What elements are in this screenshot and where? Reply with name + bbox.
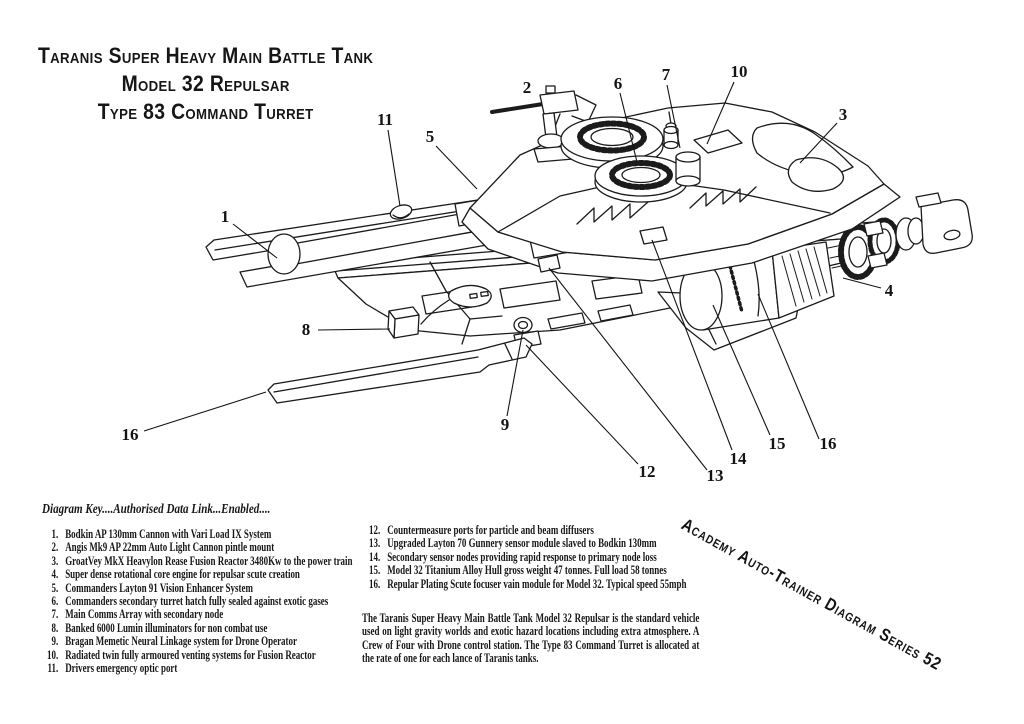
key-item-number: 14. xyxy=(369,549,381,564)
callout-label-6: 6 xyxy=(613,74,623,93)
key-item-text: Drivers emergency optic port xyxy=(65,661,178,676)
callout-label-8: 8 xyxy=(301,320,311,339)
key-item-text: Bragan Memetic Neural Linkage system for Drone Operator xyxy=(65,634,297,649)
callout-label-1: 1 xyxy=(220,207,230,226)
key-item-number: 2. xyxy=(51,540,59,555)
key-item xyxy=(40,595,369,608)
skirt-blade xyxy=(268,338,532,403)
diagram-key-left-column xyxy=(40,528,369,675)
key-item-text: Bodkin AP 130mm Cannon with Vari Load IX System xyxy=(65,527,272,541)
key-item-number: 9. xyxy=(51,634,59,649)
diagram-key-header: Diagram Key....Authorised Data Link...Enabled.... xyxy=(42,501,271,516)
callout-label-9: 9 xyxy=(500,415,510,434)
key-item-number: 13. xyxy=(369,536,381,551)
callout-label-4: 4 xyxy=(884,281,894,300)
callout-label-13: 13 xyxy=(706,466,724,485)
callout-label-11: 11 xyxy=(376,110,394,129)
key-item-text: Upgraded Layton 70 Gunnery sensor module slaved to Bodkin 130mm xyxy=(387,536,657,551)
key-item xyxy=(40,568,369,581)
key-item-text: Angis Mk9 AP 22mm Auto Light Cannon pintle mount xyxy=(65,540,275,555)
key-item-number: 10. xyxy=(47,647,59,662)
title-line-1: Taranis Super Heavy Main Battle Tank xyxy=(37,43,374,68)
key-item-text: Repular Plating Scute focuser vain module for Model 32. Typical speed 55mph xyxy=(387,576,687,591)
vehicle-description: The Taranis Super Heavy Main Battle Tank Model 32 Repulsar is the standard vehicle used on light gravity worlds and exotic hazard locations including extra atmosphere. A Crew of Four with Drone control station. The Type 83 Command Turret is allocated at the rate of one for each lance of Taranis tanks. xyxy=(362,611,700,666)
key-item-text: Banked 6000 Lumin illuminators for non combat use xyxy=(65,620,268,635)
key-item xyxy=(40,649,369,662)
key-item xyxy=(362,537,705,550)
key-item xyxy=(40,622,369,635)
key-item-text: Commanders secondary turret hatch fully sealed against exotic gases xyxy=(65,594,329,609)
key-item-number: 12. xyxy=(369,523,381,537)
key-item-text: GroatVey MkX Heavylon Rease Fusion Reactor 3480Kw to the power train xyxy=(65,553,353,568)
callout-label-3: 3 xyxy=(838,105,848,124)
key-item-text: Radiated twin fully armoured venting systems for Fusion Reactor xyxy=(65,647,316,662)
key-item-text: Countermeasure ports for particle and beam diffusers xyxy=(387,523,594,537)
key-item-number: 16. xyxy=(369,576,381,591)
callout-label-10: 10 xyxy=(730,62,748,81)
key-item xyxy=(40,528,369,541)
key-item-number: 3. xyxy=(51,553,59,568)
key-item-text: Super dense rotational core engine for repulsar scute creation xyxy=(65,567,300,582)
key-item xyxy=(362,578,705,591)
key-item-number: 8. xyxy=(51,620,59,635)
title-line-2: Model 32 Repulsar xyxy=(121,71,290,96)
key-item xyxy=(40,662,369,675)
key-item-text: Main Comms Array with secondary node xyxy=(65,607,224,622)
key-item xyxy=(40,608,369,621)
key-item-text: Model 32 Titanium Alloy Hull gross weight 47 tonnes. Full load 58 tonnes xyxy=(387,563,667,578)
callout-label-16-right: 16 xyxy=(819,434,837,453)
key-item-number: 4. xyxy=(51,567,59,582)
muzzle-collar xyxy=(268,234,300,274)
key-item-number: 7. xyxy=(51,607,59,622)
callout-label-14: 14 xyxy=(729,449,747,468)
key-item-text: Secondary sensor nodes providing rapid response to primary node loss xyxy=(387,549,657,564)
key-item-number: 11. xyxy=(47,661,59,676)
key-item-number: 6. xyxy=(51,594,59,609)
engine-end-pod xyxy=(921,200,972,254)
key-item-number: 15. xyxy=(369,563,381,578)
title-line-3: Type 83 Command Turret xyxy=(97,99,314,124)
key-item xyxy=(362,564,705,577)
callout-label-7: 7 xyxy=(661,65,671,84)
key-item xyxy=(362,551,705,564)
key-item xyxy=(40,541,369,554)
key-item-number: 5. xyxy=(51,580,59,595)
key-item xyxy=(40,582,369,595)
callout-label-2: 2 xyxy=(522,78,532,97)
callout-label-5: 5 xyxy=(425,127,435,146)
callout-label-16-left: 16 xyxy=(121,425,139,444)
key-item xyxy=(362,524,705,537)
diagram-key-right-column xyxy=(362,524,705,591)
key-item xyxy=(40,555,369,568)
key-item-number: 1. xyxy=(51,527,59,541)
key-item xyxy=(40,635,369,648)
key-item-text: Commanders Layton 91 Vision Enhancer System xyxy=(65,580,253,595)
callout-label-15: 15 xyxy=(768,434,786,453)
series-stamp: Academy Auto-Trainer Diagram Series 52 xyxy=(678,514,946,675)
callout-label-12: 12 xyxy=(638,462,656,481)
